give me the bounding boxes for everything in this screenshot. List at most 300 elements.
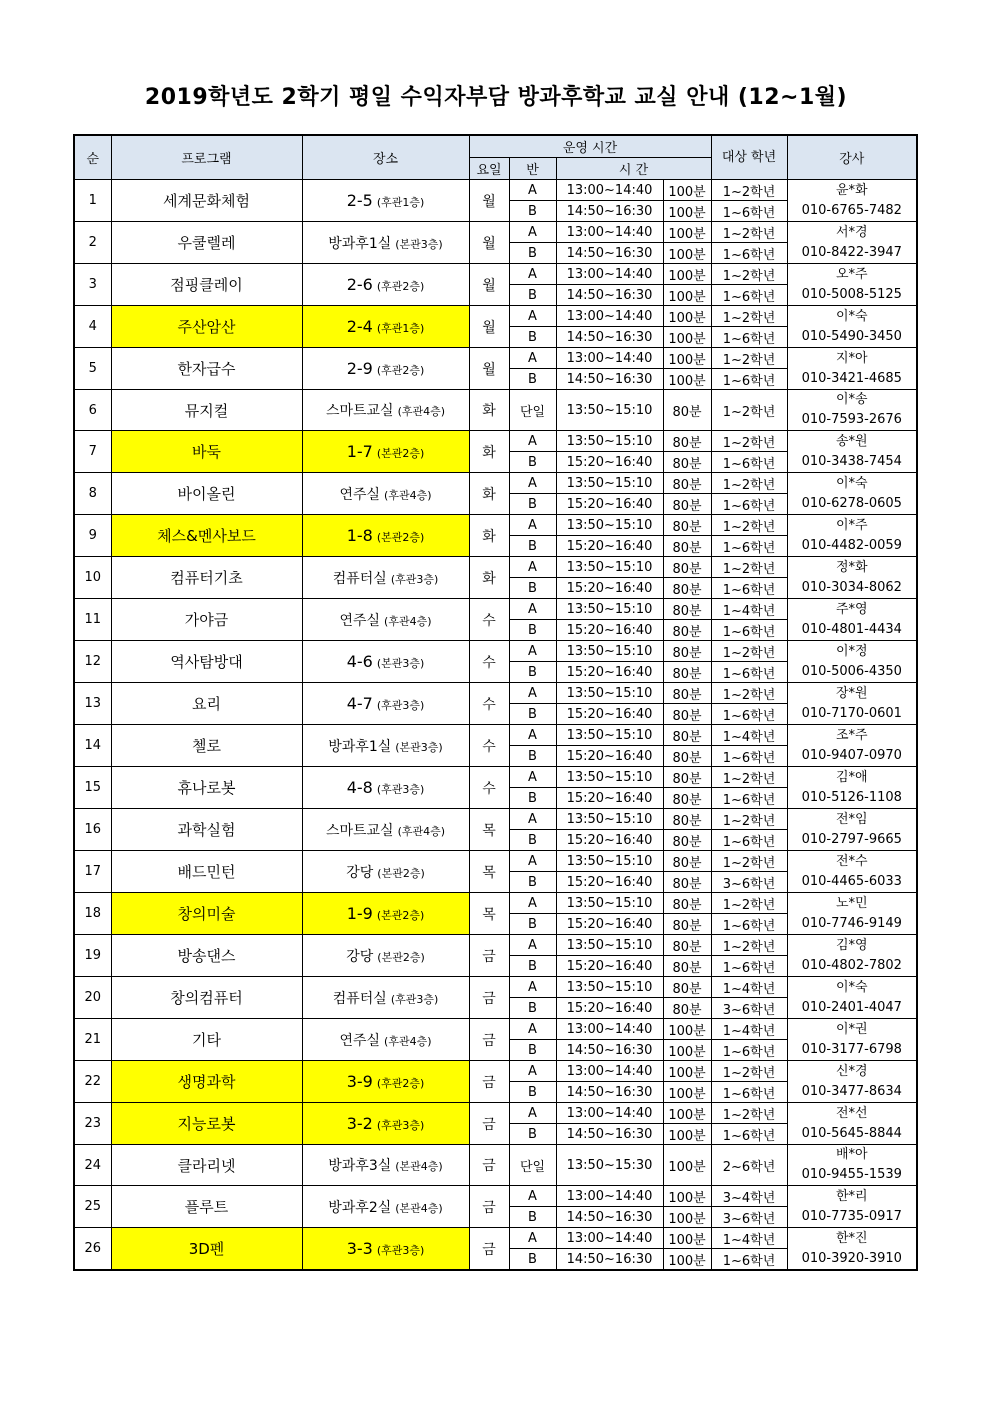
target-grade: 1~2학년 (711, 809, 787, 830)
room-name: 1-8 (346, 526, 373, 545)
class-duration: 100분 (663, 1186, 711, 1207)
class-time: 13:00~14:40 (556, 348, 663, 369)
room-name: 2-9 (346, 359, 373, 378)
day-of-week: 금 (469, 1145, 509, 1186)
teacher-phone: 010-9407-0970 (801, 747, 902, 763)
class-section: B (509, 327, 556, 348)
class-time: 13:00~14:40 (556, 264, 663, 285)
target-grade: 1~6학년 (711, 201, 787, 222)
class-section: A (509, 473, 556, 494)
teacher-name: 김*영 (835, 937, 868, 953)
day-of-week: 월 (469, 222, 509, 264)
class-section: A (509, 935, 556, 956)
building-floor: (후관3층) (376, 783, 425, 796)
target-grade: 1~6학년 (711, 327, 787, 348)
class-section: A (509, 1186, 556, 1207)
teacher-cell (787, 893, 917, 935)
class-section: B (509, 1040, 556, 1061)
class-section: A (509, 851, 556, 872)
class-duration: 100분 (663, 1061, 711, 1082)
class-time: 15:20~16:40 (556, 662, 663, 683)
day-of-week: 화 (469, 557, 509, 599)
table-row (74, 599, 917, 620)
target-grade: 3~4학년 (711, 1186, 787, 1207)
room-name: 방과후3실 (328, 1158, 392, 1174)
program-name: 바이올린 (111, 473, 302, 515)
target-grade: 3~6학년 (711, 998, 787, 1019)
target-grade: 1~6학년 (711, 1040, 787, 1061)
room-name: 연주실 (339, 486, 381, 503)
room-name: 강당 (346, 948, 374, 965)
target-grade: 1~2학년 (711, 515, 787, 536)
teacher-name: 이*권 (835, 1021, 868, 1037)
class-section: A (509, 180, 556, 201)
class-duration: 80분 (663, 662, 711, 683)
class-duration: 80분 (663, 872, 711, 893)
class-section: A (509, 348, 556, 369)
row-number: 10 (74, 557, 111, 599)
row-number: 3 (74, 264, 111, 306)
program-name: 세계문화체험 (111, 180, 302, 222)
teacher-name: 신*경 (835, 1063, 868, 1079)
row-number: 16 (74, 809, 111, 851)
class-section: B (509, 914, 556, 935)
class-time: 13:50~15:10 (556, 809, 663, 830)
room-name: 연주실 (339, 1032, 381, 1049)
table-row (74, 264, 917, 285)
row-number: 11 (74, 599, 111, 641)
place-cell (302, 1061, 469, 1103)
row-number: 14 (74, 725, 111, 767)
class-duration: 100분 (663, 222, 711, 243)
class-time: 13:50~15:10 (556, 473, 663, 494)
program-name: 플루트 (111, 1186, 302, 1228)
day-of-week: 수 (469, 725, 509, 767)
table-row (74, 725, 917, 746)
program-name: 바둑 (111, 431, 302, 473)
class-duration: 100분 (663, 264, 711, 285)
row-number: 8 (74, 473, 111, 515)
building-floor: (후관3층) (376, 1244, 425, 1257)
room-name: 1-7 (346, 442, 373, 461)
class-duration: 80분 (663, 431, 711, 452)
building-floor: (후관3층) (390, 992, 439, 1006)
target-grade: 1~2학년 (711, 893, 787, 914)
teacher-cell (787, 1145, 917, 1186)
class-duration: 80분 (663, 494, 711, 515)
table-row (74, 348, 917, 369)
room-name: 방과후2실 (328, 1199, 392, 1216)
class-section: B (509, 201, 556, 222)
row-number: 23 (74, 1103, 111, 1145)
class-section: A (509, 431, 556, 452)
target-grade: 1~2학년 (711, 935, 787, 956)
teacher-name: 오*주 (835, 266, 868, 282)
class-section: A (509, 767, 556, 788)
row-number: 26 (74, 1228, 111, 1271)
class-section: B (509, 578, 556, 599)
row-number: 24 (74, 1145, 111, 1186)
target-grade: 3~6학년 (711, 1207, 787, 1228)
class-section: A (509, 222, 556, 243)
teacher-name: 한*리 (835, 1188, 868, 1204)
program-name: 클라리넷 (111, 1145, 302, 1186)
place-cell (302, 557, 469, 599)
target-grade: 1~6학년 (711, 704, 787, 725)
header-day: 요일 (469, 158, 509, 180)
class-duration: 80분 (663, 641, 711, 662)
target-grade: 1~2학년 (711, 264, 787, 285)
program-name: 방송댄스 (111, 935, 302, 977)
target-grade: 1~4학년 (711, 725, 787, 746)
class-duration: 100분 (663, 1082, 711, 1103)
place-cell (302, 851, 469, 893)
target-grade: 1~2학년 (711, 851, 787, 872)
class-time: 13:50~15:10 (556, 557, 663, 578)
place-cell (302, 683, 469, 725)
teacher-phone: 010-6278-0605 (801, 495, 902, 511)
class-section: A (509, 683, 556, 704)
class-section: B (509, 620, 556, 641)
teacher-name: 이*숙 (835, 308, 868, 324)
program-name: 컴퓨터기초 (111, 557, 302, 599)
class-duration: 80분 (663, 956, 711, 977)
class-time: 15:20~16:40 (556, 494, 663, 515)
building-floor: (후관2층) (376, 364, 425, 377)
class-duration: 100분 (663, 180, 711, 201)
header-no: 순 (74, 135, 111, 180)
teacher-name: 김*애 (835, 769, 868, 785)
building-floor: (본관2층) (377, 950, 425, 964)
teacher-phone: 010-4465-6033 (801, 873, 902, 889)
teacher-cell (787, 473, 917, 515)
target-grade: 1~2학년 (711, 683, 787, 704)
teacher-cell (787, 515, 917, 557)
target-grade: 1~2학년 (711, 557, 787, 578)
building-floor: (후관1층) (376, 196, 425, 209)
class-duration: 80분 (663, 725, 711, 746)
building-floor: (후관3층) (376, 699, 425, 712)
class-section: A (509, 977, 556, 998)
target-grade: 1~6학년 (711, 285, 787, 306)
class-duration: 80분 (663, 998, 711, 1019)
place-cell (302, 473, 469, 515)
place-cell (302, 1145, 469, 1186)
teacher-phone: 010-7746-9149 (801, 915, 902, 931)
class-section: B (509, 285, 556, 306)
class-time: 14:50~16:30 (556, 201, 663, 222)
place-cell (302, 1228, 469, 1271)
class-section: B (509, 704, 556, 725)
class-time: 13:00~14:40 (556, 1019, 663, 1040)
row-number: 22 (74, 1061, 111, 1103)
teacher-name: 이*주 (835, 517, 868, 533)
class-duration: 80분 (663, 683, 711, 704)
class-duration: 100분 (663, 327, 711, 348)
target-grade: 1~6학년 (711, 662, 787, 683)
program-name: 첼로 (111, 725, 302, 767)
place-cell (302, 809, 469, 851)
teacher-cell (787, 1228, 917, 1271)
class-time: 13:00~14:40 (556, 1061, 663, 1082)
class-time: 13:00~14:40 (556, 180, 663, 201)
table-row (74, 977, 917, 998)
day-of-week: 월 (469, 180, 509, 222)
class-duration: 80분 (663, 893, 711, 914)
class-duration: 80분 (663, 452, 711, 473)
teacher-phone: 010-3034-8062 (801, 579, 902, 595)
class-section: A (509, 599, 556, 620)
teacher-cell (787, 431, 917, 473)
class-duration: 80분 (663, 830, 711, 851)
program-name: 창의미술 (111, 893, 302, 935)
building-floor: (후관4층) (397, 824, 446, 838)
table-row (74, 557, 917, 578)
class-time: 15:20~16:40 (556, 914, 663, 935)
class-section: A (509, 1061, 556, 1082)
class-section: B (509, 788, 556, 809)
place-cell (302, 431, 469, 473)
teacher-name: 전*임 (835, 811, 868, 827)
class-time: 13:50~15:10 (556, 935, 663, 956)
target-grade: 1~2학년 (711, 222, 787, 243)
day-of-week: 월 (469, 348, 509, 390)
class-duration: 80분 (663, 536, 711, 557)
room-name: 강당 (346, 864, 374, 881)
schedule-table (73, 134, 918, 1271)
teacher-name: 한*진 (835, 1230, 868, 1246)
class-section: B (509, 369, 556, 390)
teacher-phone: 010-7170-0601 (801, 705, 902, 721)
program-name: 체스&멘사보드 (111, 515, 302, 557)
class-duration: 80분 (663, 557, 711, 578)
program-name: 한자급수 (111, 348, 302, 390)
class-time: 15:20~16:40 (556, 746, 663, 767)
class-duration: 80분 (663, 851, 711, 872)
teacher-name: 장*원 (835, 685, 868, 701)
room-name: 2-4 (346, 317, 373, 336)
table-row (74, 1186, 917, 1207)
table-row (74, 180, 917, 201)
class-duration: 100분 (663, 1040, 711, 1061)
teacher-phone: 010-5645-8844 (801, 1125, 902, 1141)
class-time: 15:20~16:40 (556, 578, 663, 599)
class-time: 15:20~16:40 (556, 830, 663, 851)
room-name: 4-8 (346, 778, 373, 797)
teacher-cell (787, 809, 917, 851)
table-row (74, 641, 917, 662)
program-name: 지능로봇 (111, 1103, 302, 1145)
target-grade: 1~6학년 (711, 369, 787, 390)
building-floor: (후관3층) (376, 1119, 425, 1132)
class-section: A (509, 641, 556, 662)
target-grade: 1~2학년 (711, 431, 787, 452)
header-operating-time: 운영 시간 (469, 135, 711, 158)
building-floor: (본관2층) (377, 866, 425, 880)
class-time: 15:20~16:40 (556, 620, 663, 641)
room-name: 컴퓨터실 (332, 570, 387, 587)
teacher-name: 이*숙 (835, 979, 868, 995)
teacher-name: 이*숙 (835, 475, 868, 491)
day-of-week: 목 (469, 851, 509, 893)
table-row (74, 306, 917, 327)
class-time: 15:20~16:40 (556, 704, 663, 725)
row-number: 25 (74, 1186, 111, 1228)
target-grade: 1~2학년 (711, 180, 787, 201)
program-name: 점핑클레이 (111, 264, 302, 306)
teacher-phone: 010-8422-3947 (801, 244, 902, 260)
building-floor: (후관4층) (384, 1034, 432, 1048)
class-time: 13:00~14:40 (556, 222, 663, 243)
teacher-name: 배*아 (835, 1147, 868, 1162)
class-duration: 80분 (663, 746, 711, 767)
room-name: 방과후1실 (328, 235, 392, 252)
building-floor: (후관2층) (376, 1077, 425, 1090)
teacher-phone: 010-5126-1108 (801, 789, 902, 805)
program-name: 뮤지컬 (111, 390, 302, 431)
class-time: 13:00~14:40 (556, 1103, 663, 1124)
teacher-cell (787, 348, 917, 390)
class-duration: 80분 (663, 390, 711, 431)
room-name: 1-9 (346, 904, 373, 923)
teacher-phone: 010-5008-5125 (801, 286, 902, 302)
class-section: A (509, 515, 556, 536)
class-duration: 100분 (663, 348, 711, 369)
place-cell (302, 1186, 469, 1228)
row-number: 5 (74, 348, 111, 390)
header-teacher: 강사 (787, 135, 917, 180)
place-cell (302, 935, 469, 977)
class-section: B (509, 746, 556, 767)
room-name: 3-3 (346, 1239, 373, 1258)
class-section: 단일 (509, 390, 556, 431)
class-duration: 80분 (663, 788, 711, 809)
teacher-name: 전*수 (835, 853, 868, 869)
class-duration: 100분 (663, 1207, 711, 1228)
class-time: 15:20~16:40 (556, 956, 663, 977)
class-section: B (509, 1207, 556, 1228)
place-cell (302, 306, 469, 348)
class-time: 13:50~15:10 (556, 683, 663, 704)
teacher-name: 노*민 (835, 895, 868, 911)
day-of-week: 수 (469, 683, 509, 725)
class-duration: 100분 (663, 1019, 711, 1040)
class-duration: 80분 (663, 515, 711, 536)
day-of-week: 금 (469, 935, 509, 977)
teacher-cell (787, 1186, 917, 1228)
class-duration: 100분 (663, 1228, 711, 1249)
class-duration: 80분 (663, 977, 711, 998)
target-grade: 1~2학년 (711, 473, 787, 494)
row-number: 17 (74, 851, 111, 893)
teacher-name: 송*원 (835, 433, 868, 449)
teacher-cell (787, 599, 917, 641)
place-cell (302, 515, 469, 557)
program-name: 우쿨렐레 (111, 222, 302, 264)
program-name: 배드민턴 (111, 851, 302, 893)
class-time: 13:50~15:30 (556, 1145, 663, 1186)
place-cell (302, 180, 469, 222)
class-time: 15:20~16:40 (556, 872, 663, 893)
room-name: 3-2 (346, 1114, 373, 1133)
class-duration: 80분 (663, 578, 711, 599)
teacher-phone: 010-2401-4047 (801, 999, 902, 1015)
target-grade: 1~6학년 (711, 746, 787, 767)
class-time: 13:50~15:10 (556, 390, 663, 431)
teacher-name: 윤*화 (835, 182, 868, 198)
day-of-week: 월 (469, 264, 509, 306)
teacher-name: 지*아 (835, 350, 868, 366)
target-grade: 1~6학년 (711, 578, 787, 599)
day-of-week: 금 (469, 1228, 509, 1271)
class-duration: 100분 (663, 306, 711, 327)
building-floor: (본관3층) (395, 740, 443, 754)
day-of-week: 금 (469, 1103, 509, 1145)
class-duration: 100분 (663, 369, 711, 390)
program-name: 3D펜 (111, 1228, 302, 1271)
row-number: 4 (74, 306, 111, 348)
target-grade: 1~2학년 (711, 1061, 787, 1082)
program-name: 가야금 (111, 599, 302, 641)
class-section: A (509, 1103, 556, 1124)
day-of-week: 화 (469, 431, 509, 473)
teacher-cell (787, 390, 917, 431)
room-name: 스마트교실 (325, 403, 394, 419)
target-grade: 1~6학년 (711, 956, 787, 977)
place-cell (302, 1019, 469, 1061)
class-time: 15:20~16:40 (556, 998, 663, 1019)
teacher-name: 정*화 (835, 559, 868, 575)
building-floor: (후관4층) (397, 405, 446, 418)
class-section: A (509, 306, 556, 327)
day-of-week: 목 (469, 809, 509, 851)
header-time: 시 간 (556, 158, 711, 180)
building-floor: (후관1층) (376, 322, 425, 335)
header-class: 반 (509, 158, 556, 180)
header-target: 대상 학년 (711, 135, 787, 180)
teacher-name: 이*송 (835, 392, 868, 407)
target-grade: 1~6학년 (711, 243, 787, 264)
target-grade: 1~6학년 (711, 494, 787, 515)
class-section: B (509, 243, 556, 264)
building-floor: (후관4층) (384, 614, 432, 628)
class-duration: 100분 (663, 1124, 711, 1145)
teacher-cell (787, 557, 917, 599)
row-number: 1 (74, 180, 111, 222)
class-time: 14:50~16:30 (556, 243, 663, 264)
schedule-body (74, 180, 917, 1271)
table-row (74, 1145, 917, 1186)
teacher-cell (787, 180, 917, 222)
target-grade: 1~2학년 (711, 641, 787, 662)
table-row (74, 893, 917, 914)
class-section: B (509, 872, 556, 893)
day-of-week: 수 (469, 641, 509, 683)
class-time: 14:50~16:30 (556, 1124, 663, 1145)
building-floor: (본관4층) (395, 1201, 443, 1215)
room-name: 연주실 (339, 612, 381, 629)
class-section: B (509, 1082, 556, 1103)
target-grade: 1~6학년 (711, 788, 787, 809)
row-number: 12 (74, 641, 111, 683)
teacher-phone: 010-4482-0059 (801, 537, 902, 553)
building-floor: (본관3층) (376, 657, 425, 670)
class-section: A (509, 725, 556, 746)
target-grade: 2~6학년 (711, 1145, 787, 1186)
page-title: 2019학년도 2학기 평일 수익자부담 방과후학교 교실 안내 (12~1월) (144, 85, 848, 110)
teacher-cell (787, 977, 917, 1019)
room-name: 4-7 (346, 694, 373, 713)
